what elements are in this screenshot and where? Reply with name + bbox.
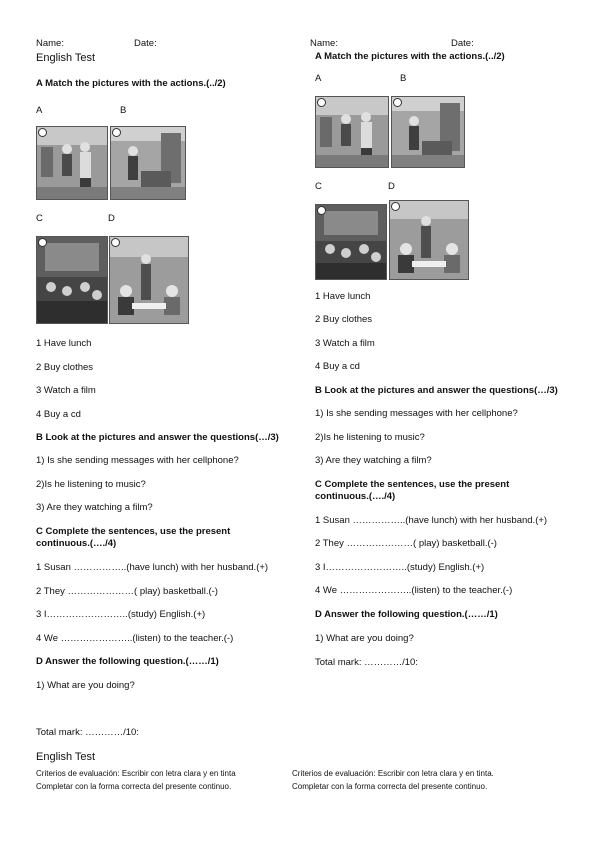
pic-label-a: A	[315, 73, 322, 84]
d-question: 1) What are you doing?	[315, 633, 414, 644]
pic-label-c: C	[36, 213, 43, 224]
sentence-item: 1 Susan ……………..(have lunch) with her husband.(+)	[36, 562, 269, 573]
action-item: 1 Have lunch	[36, 338, 92, 349]
section-b-heading: B Look at the pictures and answer the questions(…/3)	[315, 385, 558, 396]
pic-label-a: A	[36, 105, 43, 116]
sentence-item: 2 They …………………( play) basketball.(-)	[36, 586, 218, 597]
criteria-right-line2: Completar con la forma correcta del presente continuo.	[292, 782, 488, 791]
page-title: English Test	[36, 52, 96, 64]
sentence-item: 4 We …………………..(listen) to the teacher.(-)	[36, 633, 234, 644]
question-item: 3) Are they watching a film?	[315, 455, 432, 466]
sentence-item: 1 Susan ……………..(have lunch) with her husband.(+)	[315, 515, 548, 526]
pic-label-b: B	[120, 105, 127, 116]
criteria-left-line1: Criterios de evaluación: Escribir con letra clara y en tinta	[36, 769, 236, 778]
sentence-item: 3 I……………………..(study) English.(+)	[315, 562, 485, 573]
picture-number-badge	[391, 202, 400, 211]
picture-number-badge	[317, 206, 326, 215]
pic-label-b: B	[400, 73, 407, 84]
cinema-picture	[315, 204, 387, 280]
sentence-item: 2 They …………………( play) basketball.(-)	[315, 538, 497, 549]
criteria-right-line1: Criterios de evaluación: Escribir con letra clara y en tinta.	[292, 769, 494, 778]
clothes-shop-picture	[315, 96, 389, 168]
section-d-heading: D Answer the following question.(……/1)	[315, 609, 498, 620]
date-label: Date:	[134, 38, 157, 49]
question-item: 2)Is he listening to music?	[315, 432, 425, 443]
picture-number-badge	[317, 98, 326, 107]
restaurant-picture	[109, 236, 189, 324]
pic-label-d: D	[108, 213, 115, 224]
section-c-heading: C Complete the sentences, use the present	[315, 479, 510, 490]
sentence-item: 3 I……………………..(study) English.(+)	[36, 609, 206, 620]
d-question: 1) What are you doing?	[36, 680, 135, 691]
pic-label-c: C	[315, 181, 322, 192]
picture-number-badge	[38, 128, 47, 137]
picture-number-badge	[112, 128, 121, 137]
action-item: 2 Buy clothes	[36, 362, 94, 373]
section-a-heading: A Match the pictures with the actions.(../2)	[36, 78, 226, 89]
section-b-heading: B Look at the pictures and answer the questions(…/3)	[36, 432, 279, 443]
section-a-heading: A Match the pictures with the actions.(../2)	[315, 51, 505, 62]
clothes-shop-picture	[36, 126, 108, 200]
footer-title: English Test	[36, 751, 96, 763]
name-label: Name:	[310, 38, 338, 49]
action-item: 1 Have lunch	[315, 291, 371, 302]
total-mark: Total mark: …………/10:	[36, 727, 139, 738]
criteria-left-line2: Completar con la forma correcta del presente continuo.	[36, 782, 232, 791]
action-item: 4 Buy a cd	[315, 361, 360, 372]
action-item: 3 Watch a film	[36, 385, 96, 396]
pic-label-d: D	[388, 181, 395, 192]
restaurant-picture	[389, 200, 469, 280]
section-c-heading-line2: continuous.(…./4)	[36, 538, 117, 549]
question-item: 1) Is she sending messages with her cellphone?	[315, 408, 518, 419]
action-item: 2 Buy clothes	[315, 314, 373, 325]
question-item: 1) Is she sending messages with her cellphone?	[36, 455, 239, 466]
sentence-item: 4 We …………………..(listen) to the teacher.(-)	[315, 585, 513, 596]
action-item: 4 Buy a cd	[36, 409, 81, 420]
section-c-heading-line2: continuous.(…./4)	[315, 491, 396, 502]
picture-number-badge	[38, 238, 47, 247]
action-item: 3 Watch a film	[315, 338, 375, 349]
question-item: 2)Is he listening to music?	[36, 479, 146, 490]
music-shop-picture	[110, 126, 186, 200]
section-c-heading: C Complete the sentences, use the present	[36, 526, 231, 537]
music-shop-picture	[391, 96, 465, 168]
date-label: Date:	[451, 38, 474, 49]
section-d-heading: D Answer the following question.(……/1)	[36, 656, 219, 667]
name-label: Name:	[36, 38, 64, 49]
total-mark: Total mark: …………/10:	[315, 657, 418, 668]
cinema-picture	[36, 236, 108, 324]
picture-number-badge	[111, 238, 120, 247]
picture-number-badge	[393, 98, 402, 107]
question-item: 3) Are they watching a film?	[36, 502, 153, 513]
